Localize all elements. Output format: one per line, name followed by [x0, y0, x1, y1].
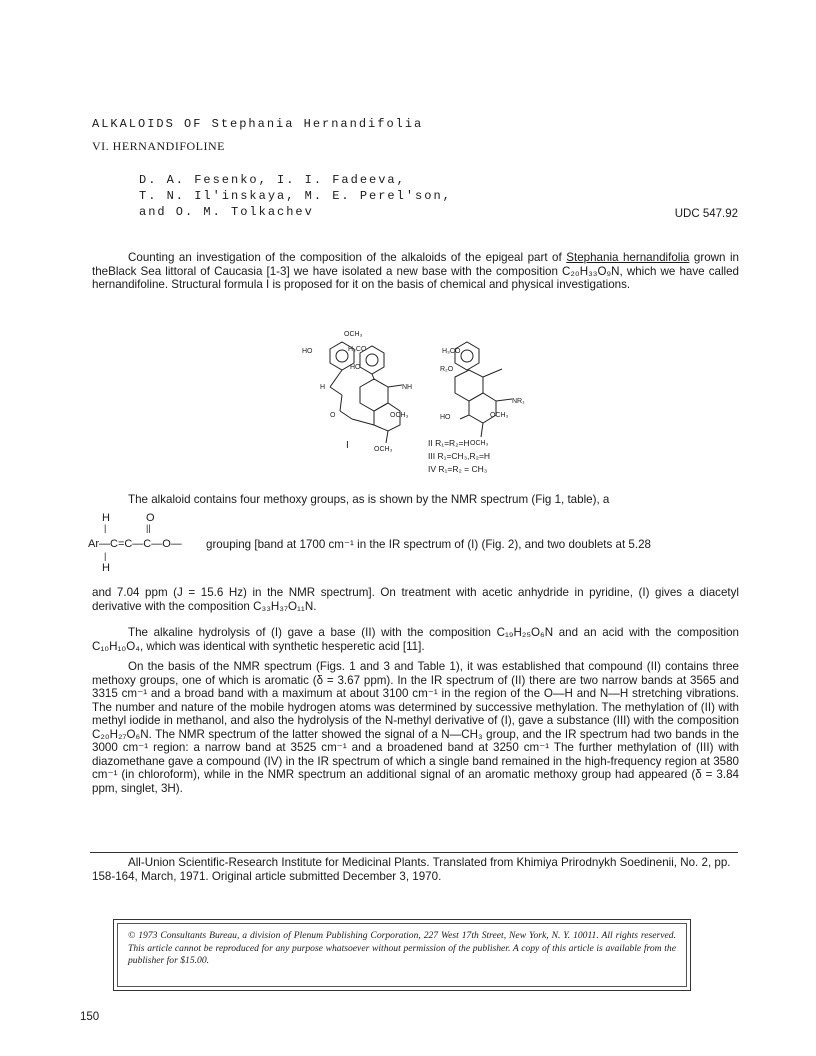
copyright-text: © 1973 Consultants Bureau, a division of Plenum Publishing Corporation, 227 West 17th Street, New York, N. Y. 10011. All rights reserved. This article cannot be reproduced for any purpose whatsoever without permission of the publisher. A copy of this article is available from the publisher for $15.00.: [117, 923, 687, 987]
body-paragraph-1-cont: grouping [band at 1700 cm⁻¹ in the IR spectrum of (I) (Fig. 2), and two doublets at 5.28: [206, 538, 651, 551]
aromatic-circle-2: [366, 354, 378, 366]
body-paragraph-2: and 7.04 ppm (J = 15.6 Hz) in the NMR spectrum]. On treatment with acetic anhydride in pyridine, (I) gives a diacetyl derivative with the composition C₃₃H₃₇O₁₁N.: [92, 586, 739, 613]
benzene-ring-3: [455, 342, 479, 370]
core-ring-3: [455, 370, 483, 401]
aromatic-circle-1: [336, 350, 348, 362]
legend-line: III R₁=CH₃,R₂=H: [428, 451, 491, 461]
structure-label: H: [320, 384, 326, 391]
structure-label: R₂O: [440, 366, 454, 373]
article-title: ALKALOIDS OF Stephania Hernandifolia: [92, 117, 424, 131]
bond-vertical-bottom: |: [104, 551, 107, 561]
grouping-formula: [88, 509, 212, 579]
structure-label: OCH₃: [490, 412, 509, 419]
structure-label: OCH₃: [390, 412, 409, 419]
body-paragraph-1: The alkaloid contains four methoxy groups, as is shown by the NMR spectrum (Fig 1, table), a: [128, 493, 610, 506]
intro-text-before: Counting an investigation of the composition of the alkaloids of the epigeal part of: [128, 251, 567, 264]
page-number: 150: [80, 1011, 100, 1023]
structure-label: NR₁: [512, 398, 525, 405]
core-ring-1: [360, 379, 388, 411]
footnote-rule: [90, 852, 738, 853]
author-list: [139, 172, 452, 220]
bond-vertical: |: [104, 523, 107, 533]
compound-label-I: I: [346, 440, 349, 451]
body-paragraph-3: The alkaline hydrolysis of (I) gave a base (II) with the composition C₁₉H₂₅O₆N and an acid with the composition C₁₀H₁₀O₄, which was identical with synthetic hesperetic acid [11].: [92, 626, 739, 653]
structure-label: HO: [350, 364, 361, 371]
legend-line: II R₁=R₂=H: [428, 438, 470, 448]
article-subtitle: VI. HERNANDIFOLINE: [92, 139, 225, 153]
structure-label: HO: [302, 348, 313, 355]
structure-figure: [290, 327, 540, 487]
intro-paragraph: [92, 251, 739, 292]
grouping-h-bottom: H: [102, 562, 110, 574]
bond-double-vertical: ||: [146, 523, 151, 533]
author-line: and O. M. Tolkachev: [139, 205, 314, 219]
structure-label: OCH₃: [344, 331, 363, 338]
affiliation-note: All-Union Scientific-Research Institute for Medicinal Plants. Translated from Khimiya Prirodnykh Soedinenii, No. 2, pp. 158-164, March, 1971. Original article submitted December 3, 1970.: [92, 856, 731, 883]
structure-label: H₃CO: [348, 346, 367, 353]
structure-label: NH: [402, 384, 413, 391]
author-line: D. A. Fesenko, I. I. Fadeeva,: [139, 173, 406, 187]
structure-label: OCH₃: [374, 446, 393, 453]
grouping-chain: Ar—C=C—C—O—: [88, 538, 182, 550]
udc-code: UDC 547.92: [674, 208, 738, 220]
body-paragraph-4: On the basis of the NMR spectrum (Figs. 1 and 3 and Table 1), it was established that compound (II) contains three methoxy groups, one of which is aromatic (δ = 3.67 ppm). In the IR spectrum of (II) there are two narrow bands at 3565 and 3315 cm⁻¹ and a broad band with a maximum at about 3100 cm⁻¹ in the region of the O—H and N—H stretching vibrations. The number and nature of the mobile hydrogen atoms was determined by successive methylation. The methylation of (II) with methyl iodide in methanol, and also the hydrolysis of the N-methyl derivative of (I), gave a substance (III) with the composition C₂₀H₂₇O₆N. The NMR spectrum of the latter showed the signal of a N—CH₃ group, and the IR spectrum had two bands in the 3000 cm⁻¹ region: a narrow band at 3525 cm⁻¹ and a broadened band at 3250 cm⁻¹ The further methylation of (III) with diazomethane gave a compound (IV) in the IR spectrum of which a single band remained in the high-frequency region at 3580 cm⁻¹ (in chloroform), while in the NMR spectrum an additional signal of an aromatic methoxy group had appeared (δ = 3.84 ppm, singlet, 3H).: [92, 660, 739, 795]
structure-label: H₃CO: [442, 348, 461, 355]
structure-label: OCH₃: [470, 440, 489, 447]
structure-label: O: [330, 412, 336, 419]
grouping-h-top: H: [102, 512, 110, 524]
species-name: Stephania hernandifolia: [566, 251, 690, 264]
grouping-o-top: O: [146, 512, 155, 524]
aromatic-circle-3: [461, 350, 473, 362]
legend-line: IV R₁=R₂ = CH₃: [428, 464, 488, 474]
intro-text-after: grown in theBlack Sea littoral of Caucasia [1-3] we have isolated a new base with the composition C₂₀H₃₃O₉N, which we have called hernandifoline. Structural formula I is proposed for it on the basis of chemical and physical investigations.: [92, 251, 739, 291]
copyright-box: [113, 919, 691, 991]
structure-drawing: [290, 327, 540, 487]
compound-legend: [428, 437, 490, 476]
author-line: T. N. Il'inskaya, M. E. Perel'son,: [139, 189, 452, 203]
structure-label: HO: [440, 414, 451, 421]
